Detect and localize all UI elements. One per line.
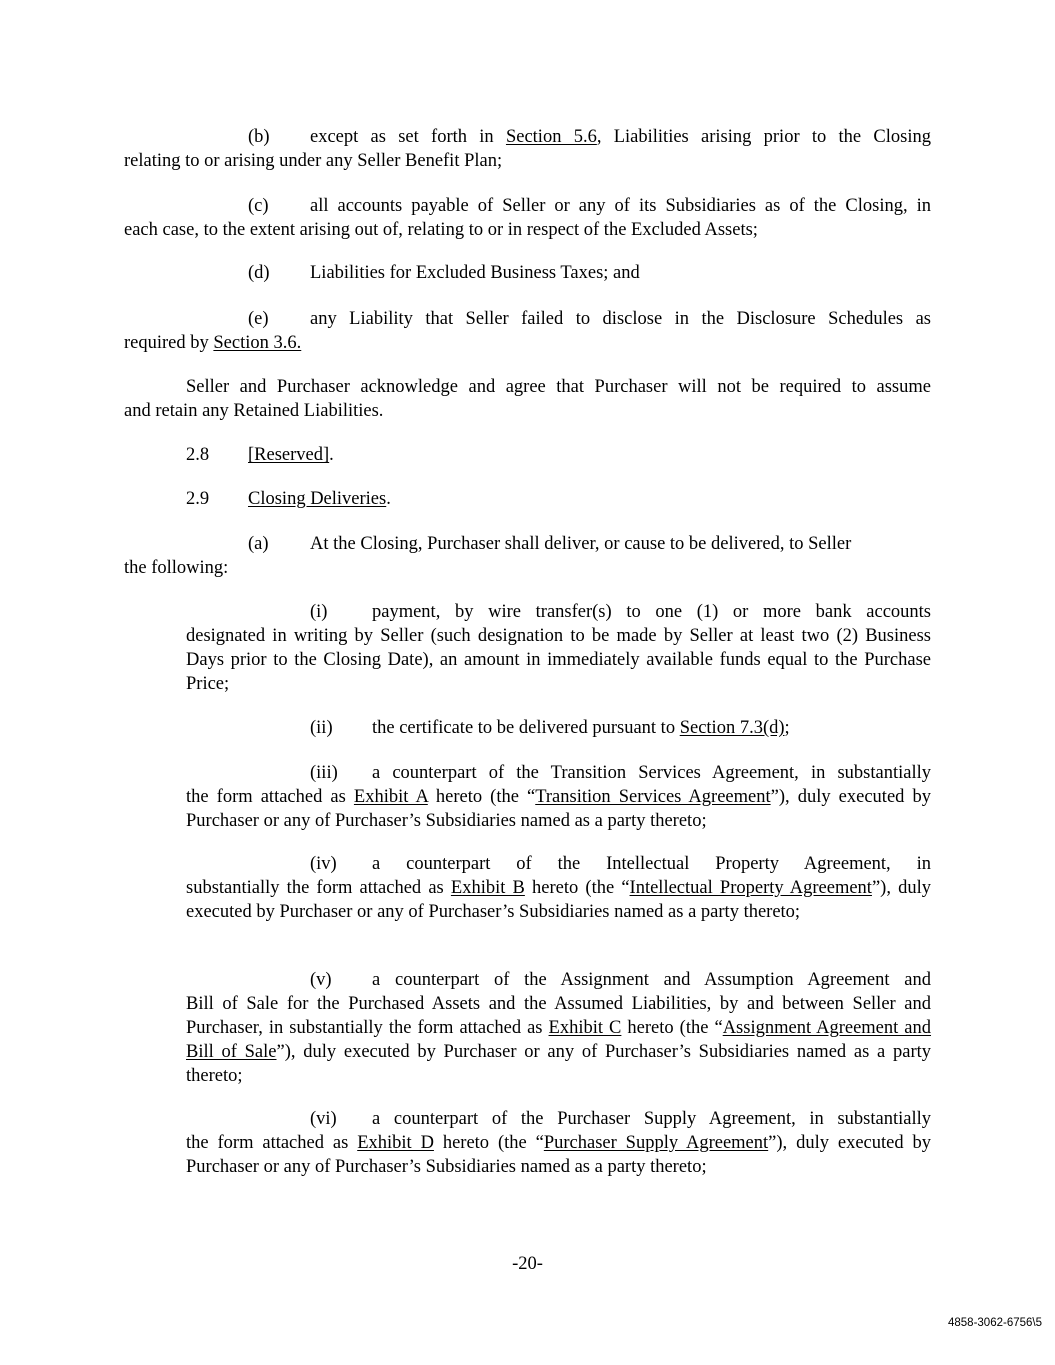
- item-vi-line1: [186, 1107, 931, 1131]
- paragraph-ack-cont: and retain any Retained Liabilities.: [124, 401, 384, 421]
- item-iv-first: a counterpart of the Intellectual Property Agreement, in: [372, 854, 931, 874]
- paragraph-d-line1: [124, 261, 931, 285]
- paragraph-c-line1: [124, 194, 931, 218]
- exhibit-c-link: Exhibit C: [548, 1018, 622, 1038]
- item-ii-post: ;: [784, 718, 790, 738]
- paragraph-a-line1: [124, 532, 931, 556]
- section-2-9-period: .: [386, 489, 391, 509]
- paragraph-b: [124, 125, 931, 173]
- item-vi-first: a counterpart of the Purchaser Supply Agreement, in substantially: [372, 1109, 931, 1129]
- item-iii: [186, 761, 931, 833]
- paragraph-b-pre: except as set forth in: [310, 127, 506, 147]
- item-i-line1: [186, 600, 931, 624]
- item-v: [186, 968, 931, 1088]
- item-vi-c3: ”), duly executed by Purchaser or any of Purchaser’s Subsidiaries named as a party thereto;: [186, 1133, 931, 1177]
- assignment-agreement-term: Assignment Agreement and Bill of Sale: [186, 1018, 932, 1062]
- section-2-8-number: 2.8: [186, 445, 210, 465]
- paragraph-d-text: Liabilities for Excluded Business Taxes; and: [310, 263, 640, 283]
- paragraph-a-first: At the Closing, Purchaser shall deliver, or cause to be delivered, to Seller: [310, 534, 852, 554]
- paragraph-e-cont: required by: [124, 333, 214, 353]
- document-id: 4858-3062-6756\5: [948, 1317, 1042, 1329]
- item-iv-c1: substantially the form attached as: [186, 878, 451, 898]
- page-number: -20-: [512, 1254, 543, 1274]
- item-iii-first: a counterpart of the Transition Services Agreement, in substantially: [372, 763, 931, 783]
- paragraph-e-number: (e): [248, 309, 269, 329]
- paragraph-b-number: (b): [248, 127, 270, 147]
- paragraph-a: [124, 532, 931, 580]
- exhibit-d-link: Exhibit D: [357, 1133, 434, 1153]
- item-iv-c3: ”), duly executed by Purchaser or any of Purchaser’s Subsidiaries named as a party thereto;: [186, 878, 931, 922]
- item-iii-c1: the form attached as: [186, 787, 354, 807]
- section-5-6-link: Section 5.6: [505, 127, 597, 147]
- item-v-c1: Bill of Sale for the Purchased Assets and the Assumed Liabilities, by and between Seller and Purchaser, in substantially the form attached as: [186, 994, 931, 1038]
- paragraph-c-cont: each case, to the extent arising out of, relating to or in respect of the Excluded Assets;: [124, 220, 758, 240]
- item-vi-number: (vi): [310, 1109, 337, 1129]
- item-i-first: payment, by wire transfer(s) to one (1) or more bank accounts: [372, 602, 931, 622]
- item-ii: [186, 716, 931, 740]
- item-ii-pre: the certificate to be delivered pursuant to: [372, 718, 680, 738]
- item-v-c3: ”), duly executed by Purchaser or any of Purchaser’s Subsidiaries named as a party thereto;: [186, 1042, 931, 1086]
- section-3-6-link: Section 3.6.: [213, 333, 302, 353]
- item-vi-cont: [186, 1131, 931, 1179]
- item-iii-c3: ”), duly executed by Purchaser or any of Purchaser’s Subsidiaries named as a party thereto;: [186, 787, 931, 831]
- paragraph-d-number: (d): [248, 263, 270, 283]
- paragraph-b-post: , Liabilities arising prior to the Closing: [596, 127, 931, 147]
- item-vi-c1: the form attached as: [186, 1133, 358, 1153]
- exhibit-b-link: Exhibit B: [450, 878, 525, 898]
- purchaser-supply-agreement-term: Purchaser Supply Agreement: [543, 1133, 769, 1153]
- item-iv-number: (iv): [310, 854, 337, 874]
- item-v-line1: [186, 968, 931, 992]
- section-2-9: [124, 487, 931, 511]
- paragraph-d: [124, 261, 931, 285]
- paragraph-b-line1: [124, 125, 931, 149]
- item-iii-number: (iii): [310, 763, 338, 783]
- section-2-8-period: .: [329, 445, 334, 465]
- section-2-8: [124, 443, 931, 467]
- section-2-9-title: Closing Deliveries: [248, 489, 387, 509]
- paragraph-e-line2: [124, 331, 931, 355]
- item-i-number: (i): [310, 602, 328, 622]
- item-iii-line1: [186, 761, 931, 785]
- item-iv-line1: [186, 852, 931, 876]
- intellectual-property-agreement-term: Intellectual Property Agreement: [629, 878, 872, 898]
- section-2-9-number: 2.9: [186, 489, 210, 509]
- item-ii-number: (ii): [310, 718, 333, 738]
- item-ii-line1: [186, 716, 931, 740]
- paragraph-e-first: any Liability that Seller failed to disclose in the Disclosure Schedules as: [310, 309, 931, 329]
- item-v-c2: hereto (the “: [621, 1018, 723, 1038]
- item-iii-cont: [186, 785, 931, 833]
- paragraph-c-first: all accounts payable of Seller or any of its Subsidiaries as of the Closing, in: [310, 196, 931, 216]
- paragraph-b-cont: relating to or arising under any Seller Benefit Plan;: [124, 151, 503, 171]
- section-2-8-title: [Reserved]: [248, 445, 330, 465]
- exhibit-a-link: Exhibit A: [353, 787, 428, 807]
- item-vi: [186, 1107, 931, 1179]
- item-iv-c2: hereto (the “: [524, 878, 630, 898]
- paragraph-ack-first: Seller and Purchaser acknowledge and agree that Purchaser will not be required to assume: [186, 377, 931, 397]
- item-iv: [186, 852, 931, 924]
- paragraph-a-number: (a): [248, 534, 269, 554]
- paragraph-c-number: (c): [248, 196, 269, 216]
- item-iv-cont: [186, 876, 931, 924]
- item-v-cont: [186, 992, 931, 1088]
- item-v-first: a counterpart of the Assignment and Assumption Agreement and: [372, 970, 931, 990]
- paragraph-e: [124, 307, 931, 355]
- paragraph-c: [124, 194, 931, 242]
- item-i-cont: designated in writing by Seller (such designation to be made by Seller at least two (2) Business Days prior to the Closing Date), an amount in immediately available funds equal to the Purchase Price;: [186, 626, 931, 694]
- paragraph-acknowledge: [124, 375, 931, 423]
- paragraph-a-cont: the following:: [124, 558, 229, 578]
- transition-services-agreement-term: Transition Services Agreement: [535, 787, 771, 807]
- section-7-3-d-link: Section 7.3(d): [679, 718, 785, 738]
- item-vi-c2: hereto (the “: [433, 1133, 544, 1153]
- item-i: [186, 600, 931, 696]
- item-v-number: (v): [310, 970, 332, 990]
- paragraph-e-line1: [124, 307, 931, 331]
- item-iii-c2: hereto (the “: [427, 787, 536, 807]
